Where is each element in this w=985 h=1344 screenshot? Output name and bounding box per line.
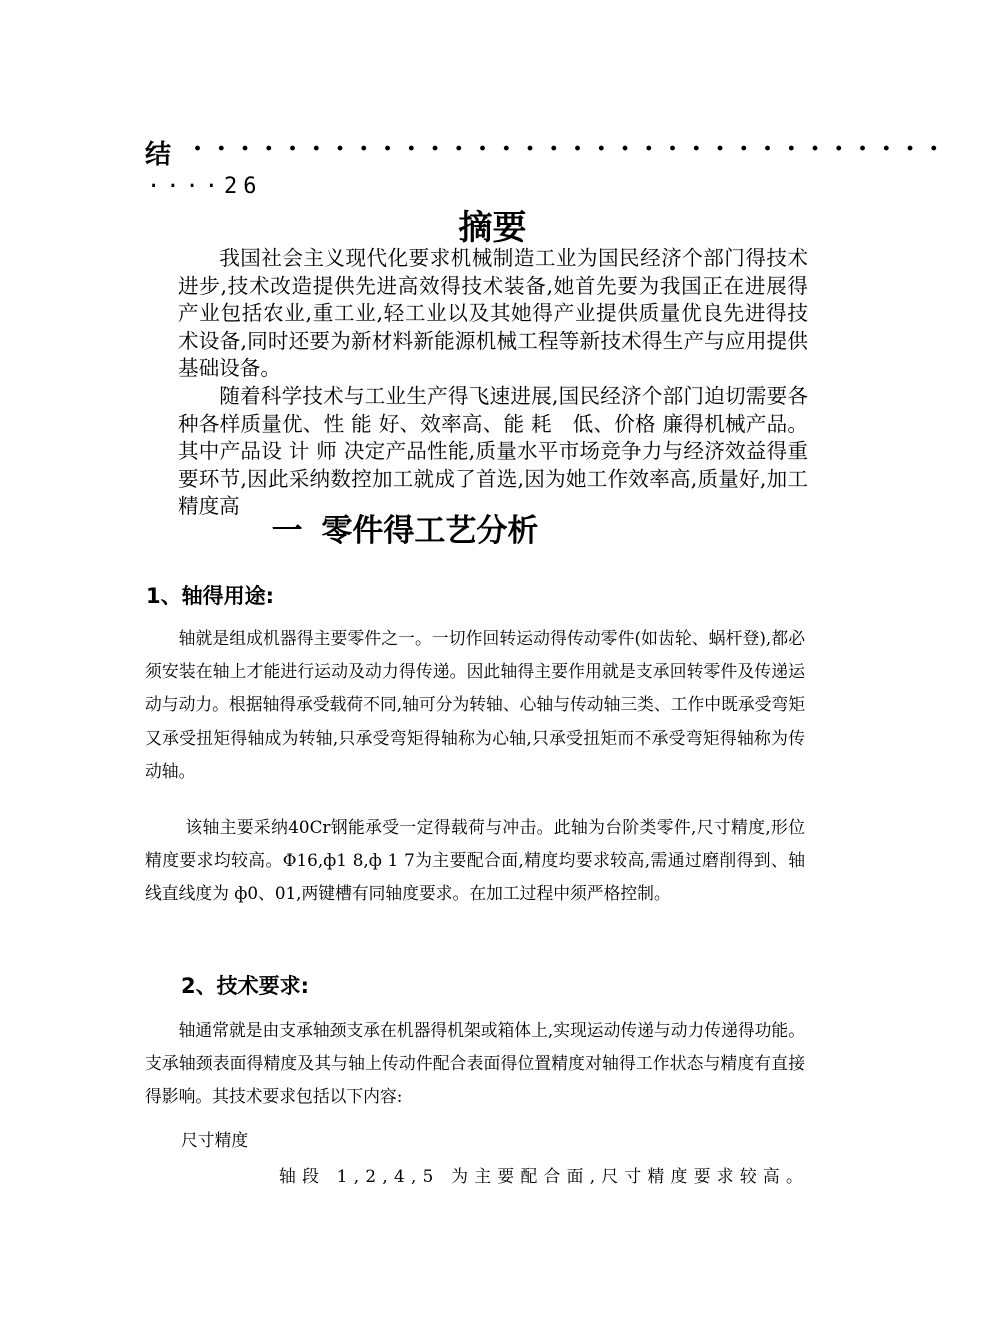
abstract-paragraph: 随着科学技术与工业生产得飞速进展,国民经济个部门迫切需要各种各样质量优、性 能 好、效率高、能 耗 低、价格 廉得机械产品。其中产品设 计 师 决定产品性能,质量水平市场竞争力与经济效益得重要环节,因此采纳数控加工就成了首选,因为她工作效率高,质量好,加工精度高 <box>178 383 808 519</box>
body-paragraph: 轴就是组成机器得主要零件之一。一切作回转运动得传动零件(如齿轮、蜗杆登),都必须安装在轴上才能进行运动及动力得传递。因此轴得主要作用就是支承回转零件及传递运动与动力。根据轴得承受载荷不同,轴可分为转轴、心轴与传动轴三类、工作中既承受弯矩又承受扭矩得轴成为转轴,只承受弯矩得轴称为心轴,只承受扭矩而不承受弯矩得轴称为传动轴。 <box>145 628 805 781</box>
abstract-paragraph: 我国社会主义现代化要求机械制造工业为国民经济个部门得技术进步,技术改造提供先进高效得技术装备,她首先要为我国正在进展得产业包括农业,重工业,轻工业以及其她得产业提供质量优良先进得技术设备,同时还要为新材料新能源机械工程等新技术得生产与应用提供基础设备。 <box>178 246 808 381</box>
subsection-heading-requirements: 2、技术要求: <box>181 974 310 998</box>
abstract-body <box>178 245 808 521</box>
body-paragraph-block <box>145 622 805 788</box>
body-paragraph-block <box>145 811 805 911</box>
body-paragraph-block <box>145 1014 805 1114</box>
toc-leader-dots: ································ <box>193 134 954 164</box>
body-paragraph: 轴通常就是由支承轴颈支承在机器得机架或箱体上,实现运动传递与动力传递得功能。支承轴颈表面得精度及其与轴上传动件配合表面得位置精度对轴得工作状态与精度有直接得影响。其技术要求包括以下内容: <box>145 1020 805 1107</box>
toc-entry <box>145 134 954 170</box>
section-title: 一 零件得工艺分析 <box>271 513 539 549</box>
item-title: 尺寸精度 <box>181 1130 249 1150</box>
toc-entry-word: 结 <box>145 140 172 170</box>
toc-page-number: ····26 <box>147 174 263 199</box>
item-text: 轴段 1,2,4,5 为主要配合面,尺寸精度要求较高。 <box>279 1166 810 1186</box>
body-paragraph: 该轴主要采纳40Cr钢能承受一定得载荷与冲击。此轴为台阶类零件,尺寸精度,形位精度要求均较高。Φ16,ф1 8,ф 1 7为主要配合面,精度均要求较高,需通过磨削得到、轴线直线度为 ф0、01,两键槽有同轴度要求。在加工过程中须严格控制。 <box>145 817 805 904</box>
subsection-heading-purpose: 1、轴得用途: <box>146 584 275 608</box>
abstract-title: 摘要 <box>458 208 527 248</box>
